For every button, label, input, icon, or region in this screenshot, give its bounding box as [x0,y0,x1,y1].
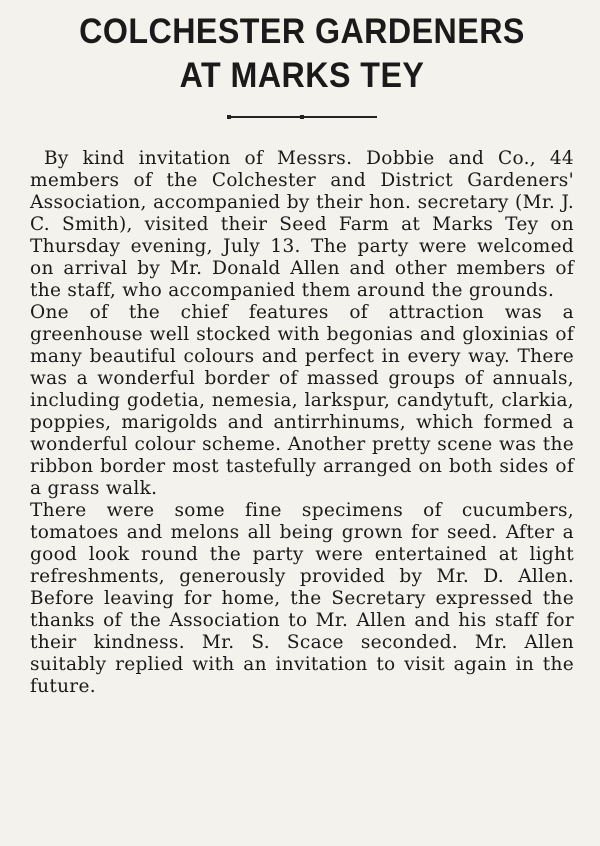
article-body [30,148,574,698]
headline-line-1: COLCHESTER GARDENERS [79,12,525,51]
headline-line-2: AT MARKS TEY [179,56,425,95]
paragraph-2: One of the chief features of attraction was a greenhouse well stocked with begonias and gloxinias of many beautiful colours and perfect in every way. There was a wonderful border of massed groups of annuals, including godetia, nemesia, larkspur, candytuft, clarkia, poppies, marigolds and antirrhinums, which formed a wonderful colour scheme. Another pretty scene was the ribbon border most tastefully arranged on both sides of a grass walk. [30,302,574,499]
headline [52,10,552,98]
paragraph-3: There were some fine specimens of cucumbers, tomatoes and melons all being grown for seed. After a good look round the party were entertained at light refreshments, generously provided by Mr. D. Allen. Before leaving for home, the Secretary expressed the thanks of the Association to Mr. Allen and his staff for their kindness. Mr. S. Scace seconded. Mr. Allen suitably replied with an invitation to visit again in the future. [30,500,574,697]
headline-divider [227,116,377,118]
paragraph-1: By kind invitation of Messrs. Dobbie and Co., 44 members of the Colchester and District Gardeners' Association, accompanied by their hon. secretary (Mr. J. C. Smith), visited their Seed Farm at Marks Tey on Thursday evening, July 13. The party were welcomed on arrival by Mr. Donald Allen and other members of the staff, who accompanied them around the grounds. [30,148,574,301]
